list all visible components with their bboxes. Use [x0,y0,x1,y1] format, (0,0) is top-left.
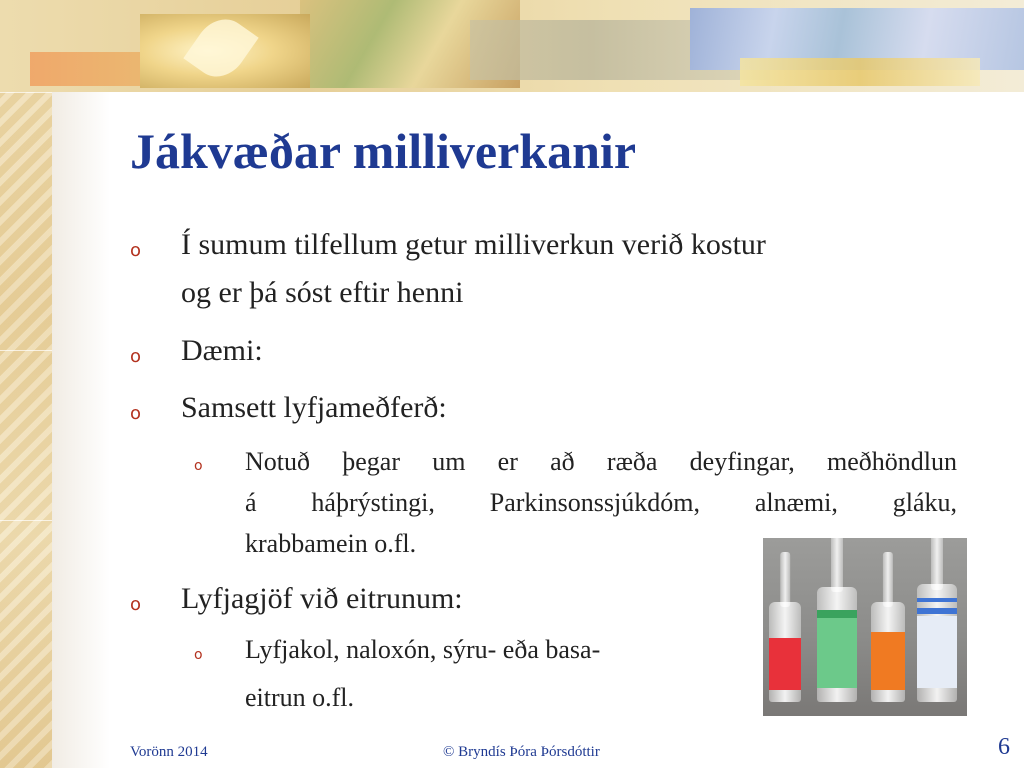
sub-bullet-text: eitrun o.fl. [245,683,355,712]
bullet-marker: o [130,403,142,424]
sub-bullet-text: krabbamein o.fl. [245,529,417,558]
bullet-text: og er þá sóst eftir henni [181,276,464,309]
bullet-text: Samsett lyfjameðferð: [181,391,447,424]
ampoule-green [817,538,857,702]
sub-bullet-marker: o [194,458,203,474]
sub-bullet-text: Notuð þegar um er að ræða deyfingar, meðhöndlun [245,447,957,476]
ampoule-blue [917,538,957,702]
left-decor-strip [0,0,52,768]
bullet-marker: o [130,594,142,615]
footer-left: Vorönn 2014 [130,744,208,760]
strip-tile [0,92,52,183]
bullet-text: Í sumum tilfellum getur milliverkun verið kostur [181,228,766,261]
sub-bullet-text: á háþrýstingi, Parkinsonssjúkdóm, alnæmi, gláku, [245,488,957,517]
sub-bullet-text: Lyfjakol, naloxón, sýru- eða basa- [245,635,601,664]
bullet-text: Dæmi: [181,334,263,367]
bullet-marker: o [130,346,142,367]
sub-bullet-marker: o [194,647,203,663]
footer-center: © Bryndís Þóra Þórsdóttir [443,744,600,760]
slide-number: 6 [998,734,1010,760]
slide-title: Jákvæðar milliverkanir [130,123,637,179]
bullet-marker: o [130,240,142,261]
bullet-text: Lyfjagjöf við eitrunum: [181,582,463,615]
strip-tile [0,520,52,611]
ampoule-orange [871,552,905,702]
ampoules-photo [763,538,967,716]
ampoule-red [769,552,801,702]
strip-tile [0,350,52,441]
top-decor-banner [0,0,1024,92]
